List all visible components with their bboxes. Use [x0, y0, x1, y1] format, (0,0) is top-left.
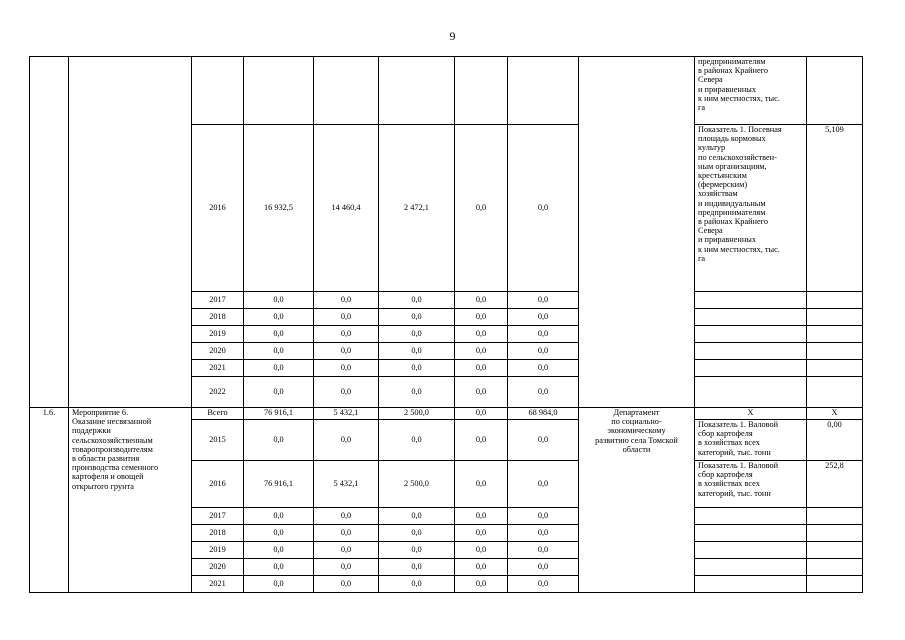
indicator-value-cell: 252,8 [807, 461, 863, 508]
measure-name-line: товаропроизводителям [72, 444, 153, 454]
amount-cell: 0,0 [508, 360, 579, 377]
amount-cell: 0,0 [379, 377, 455, 408]
amount-cell: 0,0 [508, 326, 579, 343]
total-cell [244, 57, 314, 125]
indicator-line: к ним местностях, тыс. [698, 244, 780, 254]
indicator-cell [695, 377, 807, 408]
amount-cell: 0,0 [314, 343, 379, 360]
amount-cell: 0,0 [314, 326, 379, 343]
indicator-line: ным организациям, [698, 161, 767, 171]
amount-cell [379, 57, 455, 125]
indicator-value-cell [807, 343, 863, 360]
indicator-cell [695, 292, 807, 309]
amount-cell: 0,0 [314, 559, 379, 576]
amount-cell: 0,0 [455, 420, 508, 461]
total-cell: 0,0 [244, 377, 314, 408]
executor-line: по социально- [611, 417, 662, 427]
indicator-line: сбор картофеля [698, 470, 753, 480]
table-row [30, 57, 863, 125]
indicator-line: в хозяйствах всех [698, 438, 760, 448]
total-cell: 0,0 [244, 542, 314, 559]
measure-name-line: Мероприятие 6. [72, 408, 129, 417]
total-cell: 0,0 [244, 559, 314, 576]
amount-cell: 0,0 [455, 309, 508, 326]
total-cell: 0,0 [244, 576, 314, 593]
amount-cell: 0,0 [379, 309, 455, 326]
indicator-cell [695, 309, 807, 326]
indicator-cell [695, 125, 807, 292]
indicator-line: и приравненных [698, 235, 757, 245]
indicator-value-cell: Х [807, 408, 863, 420]
amount-cell: 0,0 [508, 377, 579, 408]
indicator-line: Показатель 1. Валовой [698, 461, 779, 470]
indicator-line: и приравненных [698, 84, 757, 94]
year-cell: 2018 [192, 309, 244, 326]
amount-cell: 0,0 [314, 525, 379, 542]
indicator-line: Показатель 1. Посевная [698, 125, 782, 134]
amount-cell: 5 432,1 [314, 408, 379, 420]
amount-cell: 0,0 [508, 559, 579, 576]
amount-cell: 68 984,0 [508, 408, 579, 420]
amount-cell: 0,0 [379, 525, 455, 542]
name-cell-cont [69, 57, 192, 408]
indicator-line: в районах Крайнего [698, 66, 769, 76]
indicator-cell [695, 326, 807, 343]
indicator-cell [695, 343, 807, 360]
year-cell: 2017 [192, 508, 244, 525]
amount-cell: 0,0 [455, 326, 508, 343]
amount-cell: 5 432,1 [314, 461, 379, 508]
indicator-line: Показатель 1. Валовой [698, 420, 779, 429]
amount-cell: 0,0 [379, 576, 455, 593]
indicator-cell [695, 360, 807, 377]
measure-name-line: сельскохозяйственным [72, 435, 153, 445]
amount-cell: 0,0 [314, 576, 379, 593]
amount-cell [455, 57, 508, 125]
indicator-line: культур [698, 143, 726, 153]
total-cell: 0,0 [244, 326, 314, 343]
executor-cell-cont [579, 57, 695, 408]
amount-cell: 0,0 [508, 508, 579, 525]
number-cell-cont [30, 57, 69, 408]
year-cell: 2017 [192, 292, 244, 309]
indicator-line: по сельскохозяйствен- [698, 152, 777, 162]
indicator-line: в районах Крайнего [698, 217, 769, 227]
indicator-line: Севера [698, 226, 723, 236]
indicator-value-cell [807, 360, 863, 377]
amount-cell: 0,0 [455, 542, 508, 559]
amount-cell: 0,0 [508, 292, 579, 309]
year-cell: 2016 [192, 125, 244, 292]
indicator-line: Севера [698, 75, 723, 85]
total-cell: 0,0 [244, 525, 314, 542]
indicator-line: крестьянским [698, 171, 747, 181]
amount-cell: 0,0 [455, 461, 508, 508]
total-cell: 0,0 [244, 343, 314, 360]
measure-name-line: Оказание несвязанной [72, 417, 152, 427]
amount-cell: 0,0 [508, 343, 579, 360]
total-cell: 76 916,1 [244, 461, 314, 508]
total-cell: 0,0 [244, 420, 314, 461]
amount-cell: 0,0 [314, 360, 379, 377]
year-cell: 2019 [192, 542, 244, 559]
amount-cell: 0,0 [314, 377, 379, 408]
indicator-cell [695, 461, 807, 508]
total-cell: 0,0 [244, 508, 314, 525]
indicator-cell [695, 57, 807, 125]
program-table [29, 56, 863, 593]
indicator-value-cell [807, 292, 863, 309]
amount-cell: 2 500,0 [379, 408, 455, 420]
amount-cell: 0,0 [379, 420, 455, 461]
indicator-value-cell [807, 542, 863, 559]
amount-cell [314, 57, 379, 125]
amount-cell: 0,0 [314, 508, 379, 525]
year-cell: 2020 [192, 343, 244, 360]
amount-cell: 0,0 [508, 542, 579, 559]
total-cell: 0,0 [244, 309, 314, 326]
amount-cell: 0,0 [455, 343, 508, 360]
executor-line: области [622, 444, 651, 454]
total-cell: 76 916,1 [244, 408, 314, 420]
total-cell: 0,0 [244, 360, 314, 377]
amount-cell: 0,0 [455, 377, 508, 408]
indicator-value-cell [807, 377, 863, 408]
amount-cell: 0,0 [508, 461, 579, 508]
indicator-line: предпринимателям [698, 57, 766, 66]
amount-cell: 0,0 [455, 408, 508, 420]
indicator-line: сбор картофеля [698, 429, 753, 439]
page-number: 9 [449, 29, 456, 43]
amount-cell: 0,0 [455, 360, 508, 377]
indicator-value-cell [807, 57, 863, 125]
measure-name-line: картофеля и овощей [72, 472, 144, 482]
indicator-cell [695, 576, 807, 593]
year-cell: 2016 [192, 461, 244, 508]
year-cell: 2019 [192, 326, 244, 343]
total-cell: 16 932,5 [244, 125, 314, 292]
measure-name-line: в области развития [72, 454, 140, 464]
measure-name-line: открытого грунта [72, 481, 134, 491]
amount-cell: 0,0 [379, 292, 455, 309]
indicator-line: га [698, 103, 706, 113]
amount-cell: 2 500,0 [379, 461, 455, 508]
amount-cell: 0,0 [455, 559, 508, 576]
indicator-line: предпринимателям [698, 207, 766, 217]
amount-cell [508, 57, 579, 125]
amount-cell: 0,0 [314, 292, 379, 309]
year-cell [192, 57, 244, 125]
indicator-line: хозяйствам [698, 189, 738, 199]
indicator-value-cell [807, 525, 863, 542]
amount-cell: 0,0 [508, 576, 579, 593]
executor-line: экономическому [607, 426, 666, 436]
indicator-cell [695, 508, 807, 525]
amount-cell: 0,0 [379, 360, 455, 377]
year-cell: 2022 [192, 377, 244, 408]
amount-cell: 0,0 [379, 542, 455, 559]
executor-cell [579, 408, 695, 593]
amount-cell: 0,0 [508, 309, 579, 326]
indicator-cell [695, 525, 807, 542]
amount-cell: 2 472,1 [379, 125, 455, 292]
amount-cell: 0,0 [455, 525, 508, 542]
amount-cell: 0,0 [314, 542, 379, 559]
indicator-line: и индивидуальным [698, 198, 766, 208]
amount-cell: 0,0 [508, 525, 579, 542]
year-cell: 2020 [192, 559, 244, 576]
table-row [30, 408, 863, 420]
amount-cell: 0,0 [455, 125, 508, 292]
amount-cell: 0,0 [314, 309, 379, 326]
amount-cell: 0,0 [508, 125, 579, 292]
indicator-value-cell [807, 576, 863, 593]
year-cell: 2021 [192, 360, 244, 377]
amount-cell: 0,0 [379, 326, 455, 343]
indicator-cell: Х [695, 408, 807, 420]
indicator-line: в хозяйствах всех [698, 479, 760, 489]
indicator-cell [695, 559, 807, 576]
year-cell: 2018 [192, 525, 244, 542]
measure-name-line: производства семенного [72, 463, 159, 473]
indicator-line: категорий, тыс. тонн [698, 488, 771, 498]
amount-cell: 0,0 [379, 559, 455, 576]
amount-cell: 0,0 [379, 508, 455, 525]
indicator-line: категорий, тыс. тонн [698, 447, 771, 457]
amount-cell: 0,0 [314, 420, 379, 461]
indicator-line: к ним местностях, тыс. [698, 93, 780, 103]
indicator-cell [695, 420, 807, 461]
total-cell: 0,0 [244, 292, 314, 309]
measure-name-line: поддержки [72, 426, 111, 436]
executor-line: Департамент [613, 408, 660, 417]
measure-number-cell: 1.6. [30, 408, 69, 593]
year-cell: 2021 [192, 576, 244, 593]
amount-cell: 0,0 [379, 343, 455, 360]
indicator-line: площадь кормовых [698, 134, 766, 144]
indicator-value-cell: 5,109 [807, 125, 863, 292]
indicator-value-cell [807, 559, 863, 576]
indicator-value-cell [807, 326, 863, 343]
indicator-line: (фермерским) [698, 180, 748, 190]
measure-name-cell [69, 408, 192, 593]
amount-cell: 0,0 [508, 420, 579, 461]
executor-line: развитию села Томской [595, 435, 678, 445]
year-cell: 2015 [192, 420, 244, 461]
indicator-value-cell [807, 309, 863, 326]
indicator-value-cell [807, 508, 863, 525]
indicator-cell [695, 542, 807, 559]
year-cell: Всего [192, 408, 244, 420]
amount-cell: 0,0 [455, 292, 508, 309]
amount-cell: 0,0 [455, 576, 508, 593]
indicator-line: га [698, 253, 706, 263]
indicator-value-cell: 0,00 [807, 420, 863, 461]
amount-cell: 0,0 [455, 508, 508, 525]
amount-cell: 14 460,4 [314, 125, 379, 292]
